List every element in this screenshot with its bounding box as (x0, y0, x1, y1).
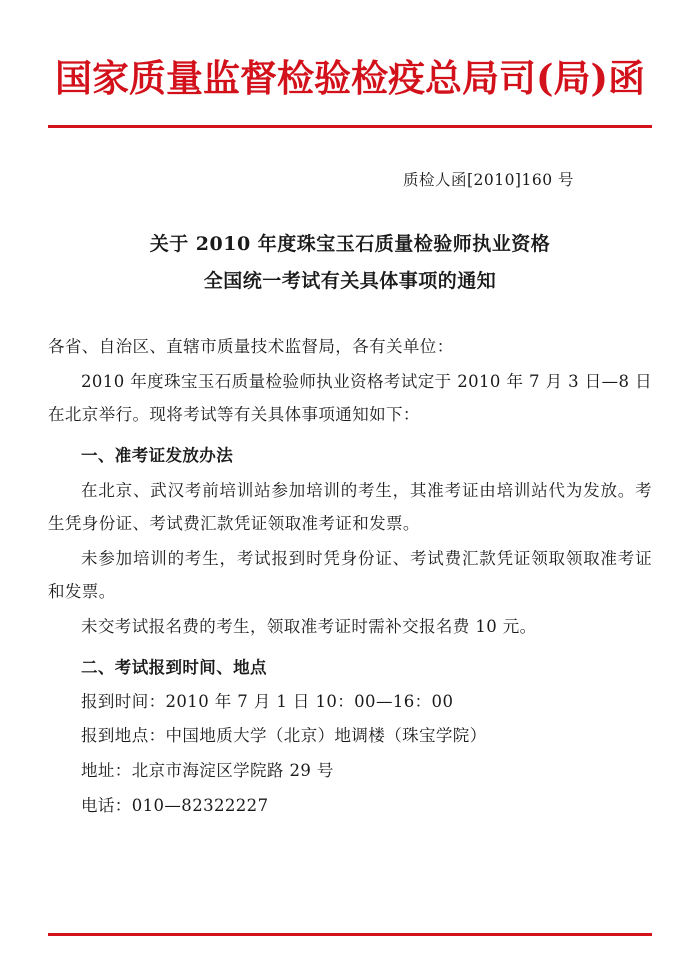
document-title-line-1: 关于 2010 年度珠宝玉石质量检验师执业资格 (149, 232, 551, 255)
detail-report-time: 报到时间：2010 年 7 月 1 日 10：00—16：00 (81, 691, 454, 711)
footer-divider-bottom (48, 933, 652, 936)
paragraph-no-training: 未参加培训的考生，考试报到时凭身份证、考试费汇款凭证领取领取准考证和发票。 (48, 548, 652, 601)
salutation: 各省、自治区、直辖市质量技术监督局，各有关单位： (48, 336, 454, 356)
detail-address: 地址：北京市海淀区学院路 29 号 (81, 761, 334, 781)
detail-report-location: 报到地点：中国地质大学（北京）地调楼（珠宝学院） (81, 726, 487, 746)
paragraph-intro: 2010 年度珠宝玉石质量检验师执业资格考试定于 2010 年 7 月 3 日—8 日在北京举行。现将考试等有关具体事项通知如下： (48, 371, 652, 424)
document-title-line-2: 全国统一考试有关具体事项的通知 (203, 269, 497, 292)
paragraph-unpaid-fee: 未交考试报名费的考生，领取准考证时需补交报名费 10 元。 (81, 616, 537, 636)
detail-phone: 电话：010—82322227 (81, 795, 269, 815)
document-body (48, 330, 652, 823)
masthead-title: 国家质量监督检验检疫总局司(局)函 (54, 56, 645, 100)
header-divider-top (48, 125, 652, 128)
section-heading-two: 二、考试报到时间、地点 (81, 657, 267, 677)
document-number: 质检人函[2010]160 号 (402, 170, 574, 189)
paragraph-training-station: 在北京、武汉考前培训站参加培训的考生，其准考证由培训站代为发放。考生凭身份证、考试费汇款凭证领取准考证和发票。 (48, 480, 652, 533)
section-heading-one: 一、准考证发放办法 (81, 445, 234, 465)
document-title (48, 226, 652, 300)
masthead (48, 0, 652, 99)
